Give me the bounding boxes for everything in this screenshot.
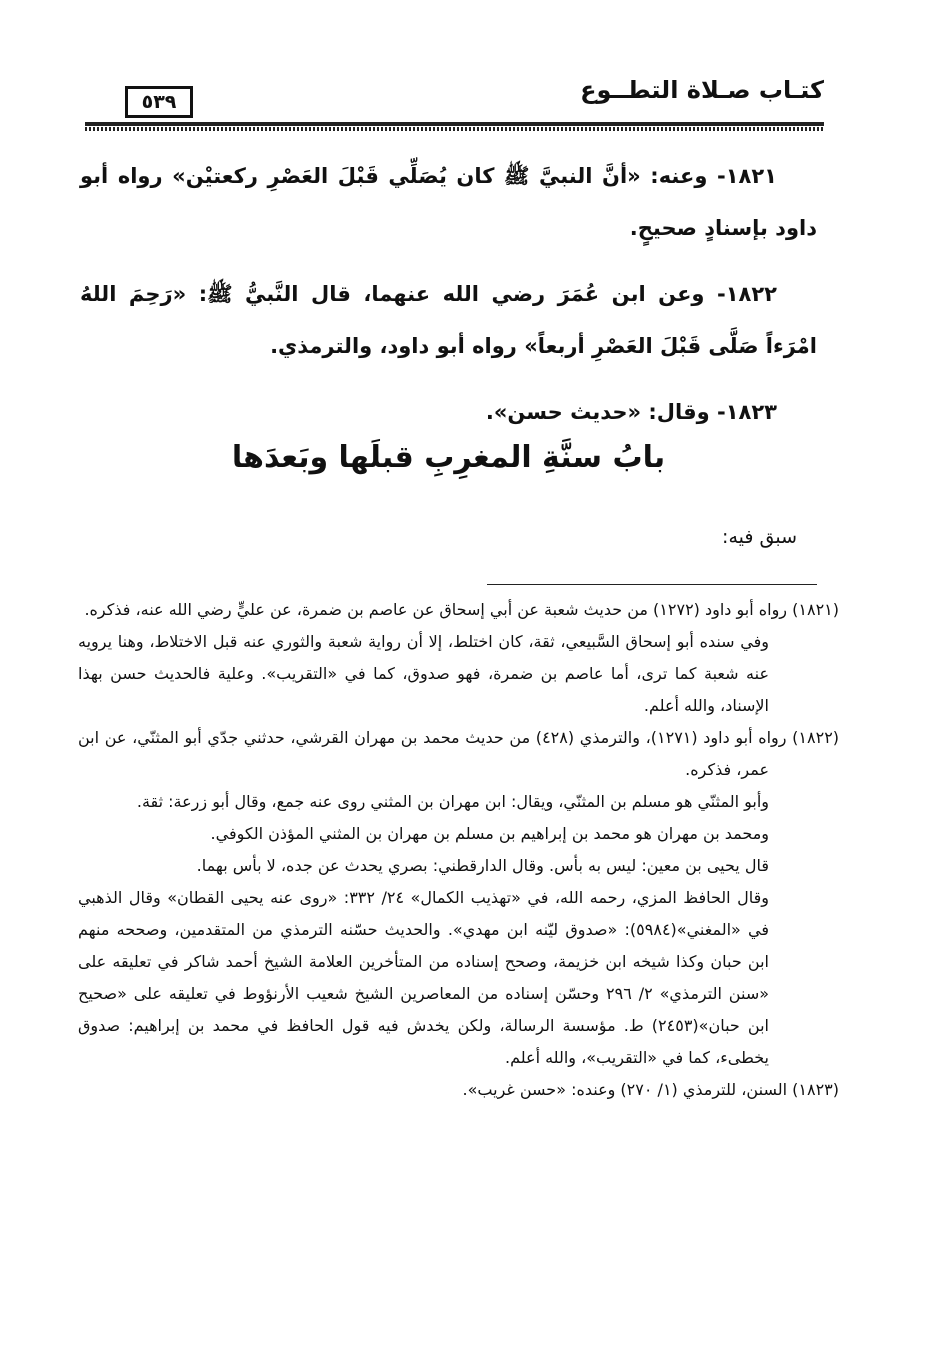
hadith-text: وعنه: «أنَّ النبيَّ ﷺ كان يُصَلِّي قَبْلَ العَصْرِ ركعتيْن» رواه أبو داود بإسنادٍ صحيحٍ. <box>80 164 817 240</box>
main-text <box>80 150 817 452</box>
header-rule-hatch <box>85 127 824 131</box>
footnote-text: السنن، للترمذي (١/ ٢٧٠) وعنده: «حسن غريب». <box>462 1080 788 1099</box>
footnote-paragraph <box>78 818 839 850</box>
previously-note: سبق فيه: <box>722 526 797 548</box>
chapter-title: بابُ سنَّةِ المغرِبِ قبلَها وبَعدَها <box>231 440 666 475</box>
header-rule-thick <box>85 122 824 126</box>
footnote-number: (١٨٢٢) <box>792 728 840 747</box>
page-header <box>85 72 824 132</box>
hadith-1821 <box>80 150 817 254</box>
header-rule <box>85 122 824 131</box>
hadith-number: ١٨٢٣- <box>717 400 777 424</box>
footnote-paragraph <box>78 850 839 882</box>
hadith-1823 <box>80 386 817 438</box>
footnote-text: وقال الحافظ المزي، رحمه الله، في «تهذيب الكمال» ٢٤/ ٣٣٢: «روى عنه يحيى القطان» وقال الذهبي في «المغني»(٥٩٨٤): «صدوق ليّنه ابن مهدي». والحديث حسّنه الترمذي من المتقدمين، وصححه منهم ابن حبان وكذا شيخه ابن خزيمة، وصحح إسناده من المتأخرين العلامة الشيخ أحمد شاكر في تعليقه على «سنن الترمذي» ٢/ ٢٩٦ وحسّن إسناده من المعاصرين الشيخ شعيب الأرنؤوط في تعليقه على «صحيح ابن حبان»(٢٤٥٣) ط. مؤسسة الرسالة، ولكن يخدش فيه قول الحافظ في محمد بن إبراهيم: صدوق يخطىء، كما في «التقريب»، والله أعلم. <box>78 888 770 1067</box>
hadith-1822 <box>80 268 817 372</box>
book-title: كتـاب صـلاة التطــوع <box>580 76 824 104</box>
footnote-text: قال يحيى بن معين: ليس به بأس. وقال الدارقطني: بصري يحدث عن جده، لا بأس بهما. <box>196 856 769 875</box>
footnote-paragraph <box>78 786 839 818</box>
footnote-separator <box>487 584 817 585</box>
footnote-text: وفي سنده أبو إسحاق السَّبيعي، ثقة، كان اختلط، إلا أن رواية شعبة والثوري عنه قبل الاختلاط، وهنا يرويه عنه شعبة كما ترى، أما عاصم بن ضمرة، فهو صدوق، كما في «التقريب». وعلية فالحديث حسن بهذا الإسناد، والله أعلم. <box>78 632 769 715</box>
footnote-paragraph <box>78 882 839 1074</box>
hadith-text: وعن ابن عُمَرَ رضي الله عنهما، قال النَّبيُّ ﷺ: «رَحِمَ اللهُ امْرَءاً صَلَّى قَبْلَ العَصْرِ أربعاً» رواه أبو داود، والترمذي. <box>80 282 817 358</box>
footnote-number: (١٨٢٣) <box>792 1080 839 1099</box>
footnote-text: رواه أبو داود (١٢٧٢) من حديث شعبة عن أبي إسحاق عن عاصم بن ضمرة، عن عليٍّ رضي الله عنه، فذكره. <box>84 600 788 619</box>
footnote-1823 <box>78 1074 839 1106</box>
hadith-number: ١٨٢١- <box>717 164 777 188</box>
footnote-1822 <box>78 722 839 786</box>
page-number: ٥٣٩ <box>125 86 193 118</box>
footnote-text: ومحمد بن مهران هو محمد بن إبراهيم بن مسلم بن مهران بن المثني المؤذن الكوفي. <box>210 824 769 843</box>
hadith-number: ١٨٢٢- <box>717 282 777 306</box>
footnote-paragraph <box>78 626 839 722</box>
footnote-number: (١٨٢١) <box>792 600 839 619</box>
footnote-text: وأبو المثنّي هو مسلم بن المثنّي، ويقال: ابن مهران بن المثني روى عنه جمع، وقال أبو زرعة: ثقة. <box>136 792 769 811</box>
footnote-1821 <box>78 594 839 626</box>
hadith-text: وقال: «حديث حسن». <box>485 400 710 424</box>
footnote-text: رواه أبو داود (١٢٧١)، والترمذي (٤٢٨) من حديث محمد بن مهران القرشي، حدثني جدّي أبو المثنّي، عن ابن عمر، فذكره. <box>78 728 787 779</box>
footnotes <box>78 594 839 1106</box>
